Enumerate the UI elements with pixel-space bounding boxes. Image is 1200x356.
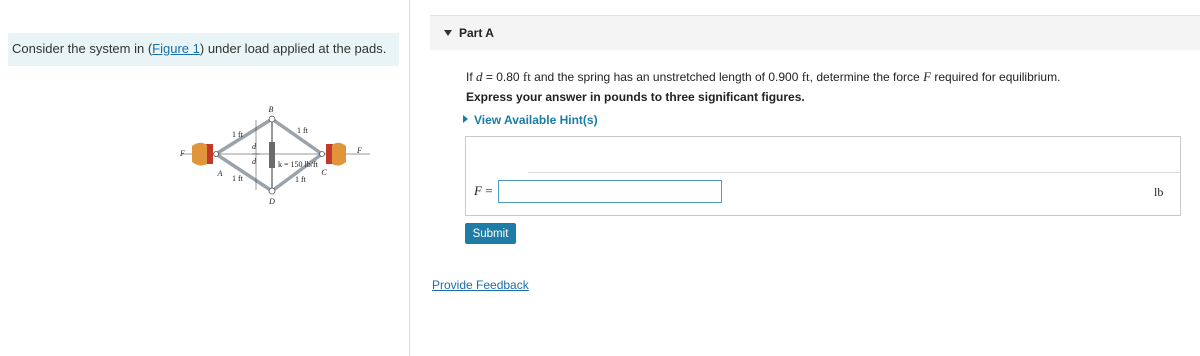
problem-pane xyxy=(0,0,409,356)
dim-d-upper: d xyxy=(252,142,256,151)
left-hand xyxy=(192,143,207,166)
submit-button[interactable]: Submit xyxy=(465,223,516,244)
label-b: B xyxy=(268,105,274,114)
answer-pane xyxy=(410,0,1200,356)
problem-intro xyxy=(8,33,399,66)
dim-bottom-right: 1 ft xyxy=(295,175,306,184)
math-toolbar-divider xyxy=(528,172,1180,173)
provide-feedback-link[interactable]: Provide Feedback xyxy=(432,278,529,292)
right-hand xyxy=(332,143,346,166)
answer-box xyxy=(465,136,1181,216)
answer-instruction: Express your answer in pounds to three significant figures. xyxy=(466,90,805,104)
intro-suffix: ) under load applied at the pads. xyxy=(199,41,387,56)
expand-caret-icon xyxy=(463,115,468,123)
left-pad xyxy=(206,144,213,164)
collapse-caret-icon[interactable] xyxy=(444,30,452,36)
label-a: A xyxy=(217,169,223,178)
label-f-right: F xyxy=(357,146,362,155)
dim-d-lower: d xyxy=(252,157,256,166)
pin-a xyxy=(214,152,219,157)
dim-top-left: 1 ft xyxy=(232,130,243,139)
view-hints-button[interactable] xyxy=(463,113,598,127)
spring-label: k = 150 lb/ft xyxy=(278,160,318,169)
label-c: C xyxy=(321,168,327,177)
right-pad xyxy=(326,144,333,164)
part-title: Part A xyxy=(459,26,494,40)
pin-c xyxy=(320,152,325,157)
dim-top-right: 1 ft xyxy=(297,126,308,135)
part-header[interactable] xyxy=(430,15,1200,50)
pin-d xyxy=(269,188,275,194)
label-d: D xyxy=(269,197,275,206)
answer-unit: lb xyxy=(1154,185,1164,199)
figure-link[interactable]: Figure 1 xyxy=(152,41,200,56)
answer-input[interactable] xyxy=(498,180,722,203)
dim-bottom-left: 1 ft xyxy=(232,174,243,183)
label-f-left: F xyxy=(180,149,185,158)
hint-label: View Available Hint(s) xyxy=(474,113,598,127)
spring xyxy=(269,142,275,168)
pin-b xyxy=(269,116,275,122)
answer-variable-label: F = xyxy=(474,183,493,198)
intro-prefix: Consider the system in ( xyxy=(12,41,153,56)
problem-figure xyxy=(176,102,376,212)
question-text: If d = 0.80 ft and the spring has an unstretched length of 0.900 ft, determine the force F required for equilibrium. xyxy=(466,69,1061,84)
